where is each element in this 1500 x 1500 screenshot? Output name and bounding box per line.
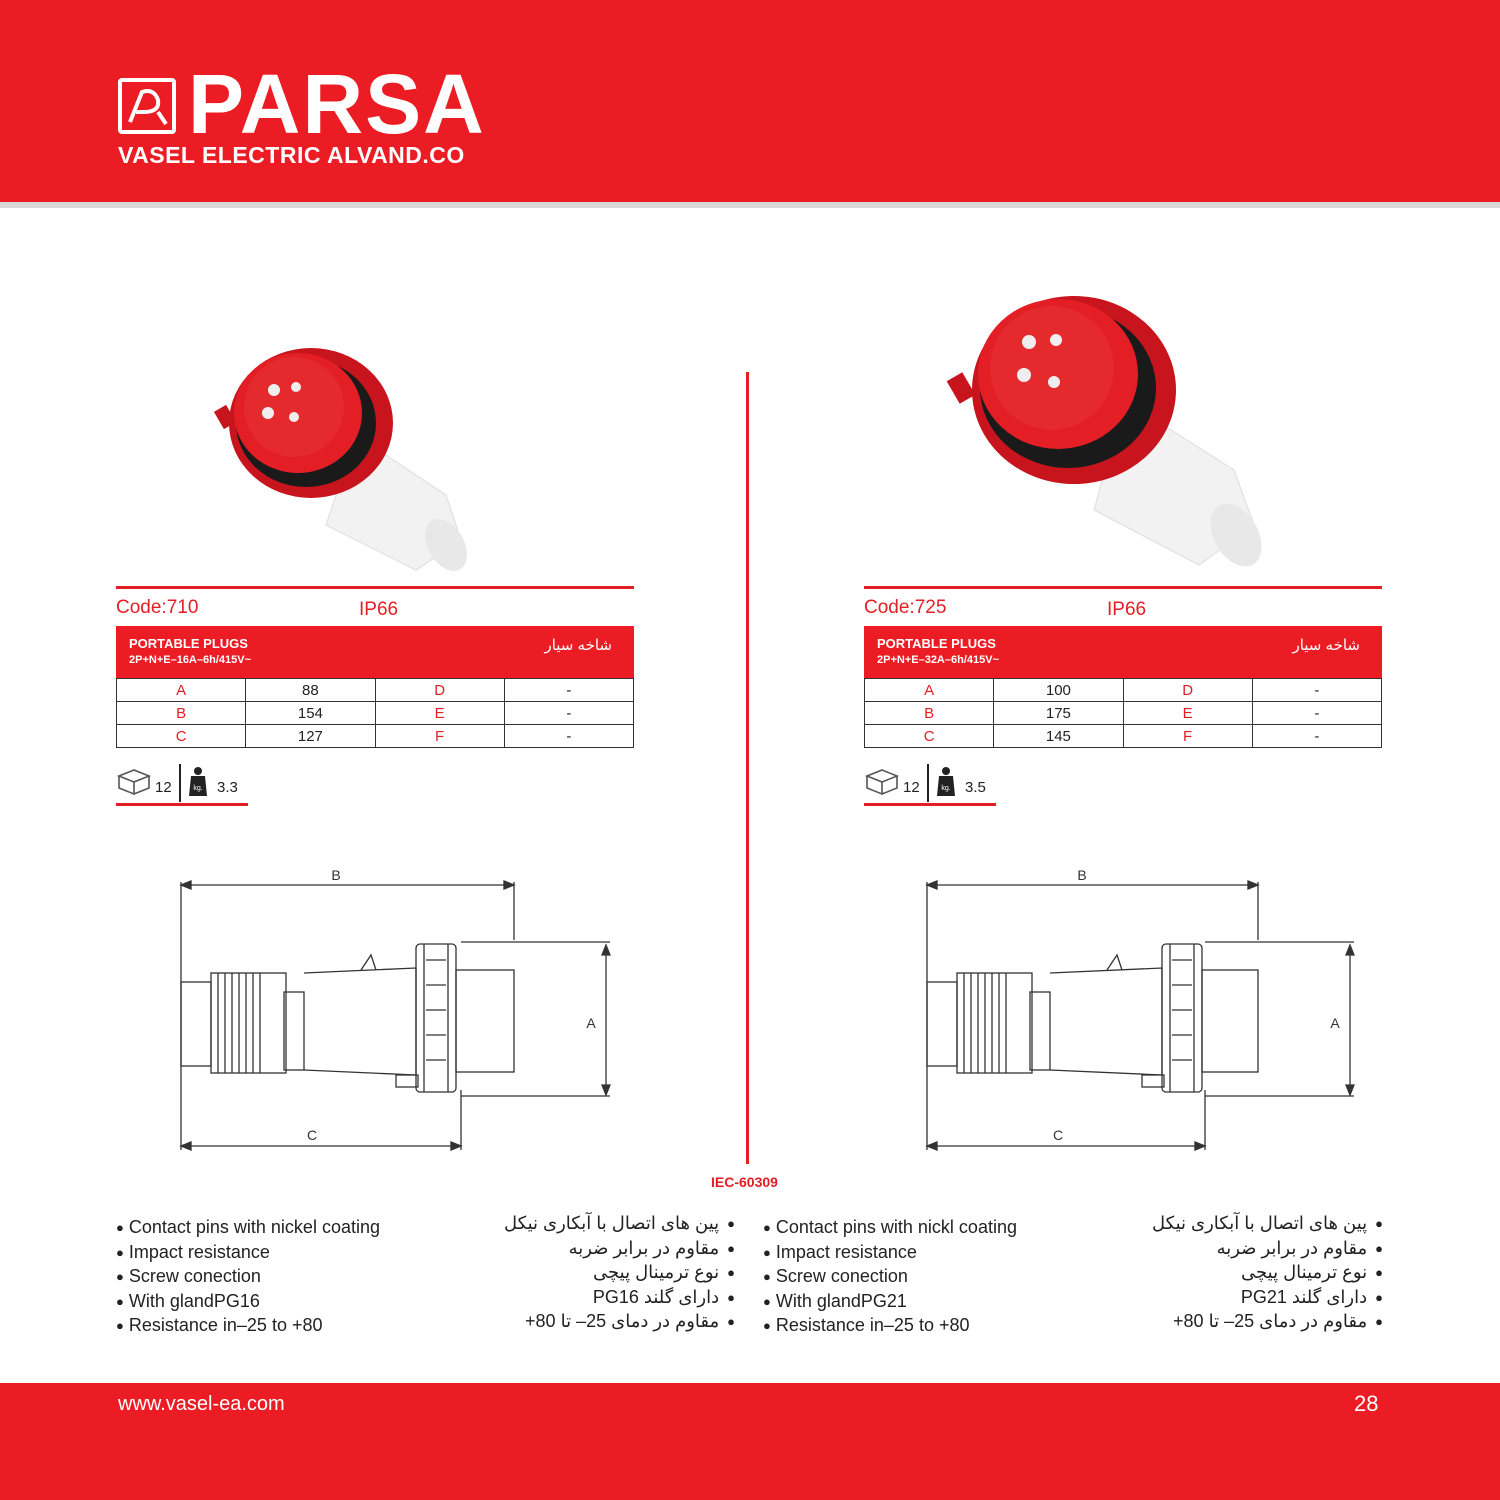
dimension-table bbox=[116, 678, 634, 748]
dim-key: B bbox=[865, 702, 994, 725]
dim-value: 145 bbox=[994, 725, 1123, 748]
pack-quantity: 12 bbox=[155, 779, 172, 796]
list-item: ● مقاوم در برابر ضربه bbox=[1078, 1237, 1383, 1262]
plug-photo-icon bbox=[206, 345, 476, 575]
technical-drawing bbox=[922, 860, 1382, 1160]
list-item: ● With glandPG16 bbox=[116, 1290, 380, 1315]
list-item: ● Resistance in–25 to +80 bbox=[116, 1314, 380, 1339]
dim-value: 88 bbox=[246, 679, 375, 702]
table-row bbox=[117, 702, 634, 725]
table-row bbox=[865, 702, 1382, 725]
dim-label-b: B bbox=[1077, 867, 1087, 883]
packaging-info bbox=[864, 764, 994, 804]
list-item: ● نوع ترمینال پیچی bbox=[430, 1261, 735, 1286]
plug-photo-icon bbox=[944, 290, 1274, 575]
section-rule bbox=[864, 586, 1382, 589]
dim-label-b: B bbox=[331, 867, 341, 883]
pack-rule bbox=[116, 803, 248, 806]
product-title-bar bbox=[864, 626, 1382, 678]
weight-unit: kg. bbox=[941, 785, 951, 792]
dimension-table bbox=[864, 678, 1382, 748]
weight-icon bbox=[936, 766, 956, 798]
technical-drawing bbox=[176, 860, 636, 1160]
dim-key: A bbox=[865, 679, 994, 702]
standard-label: IEC-60309 bbox=[711, 1174, 778, 1190]
list-item: ● Resistance in–25 to +80 bbox=[763, 1314, 1017, 1339]
dim-key: B bbox=[117, 702, 246, 725]
weight-unit: kg. bbox=[193, 785, 203, 792]
center-divider bbox=[746, 372, 749, 1164]
dim-value: - bbox=[504, 725, 633, 748]
list-item: ● مقاوم در دمای 25– تا 80+ bbox=[1078, 1310, 1383, 1335]
list-item: ● With glandPG21 bbox=[763, 1290, 1017, 1315]
table-row bbox=[117, 679, 634, 702]
dim-key: C bbox=[117, 725, 246, 748]
dim-value: - bbox=[504, 679, 633, 702]
dim-label-c: C bbox=[1052, 1127, 1064, 1143]
dim-key: A bbox=[117, 679, 246, 702]
dim-value: - bbox=[504, 702, 633, 725]
dim-key: F bbox=[1123, 725, 1252, 748]
features-en-725 bbox=[763, 1216, 1017, 1339]
product-code: Code:710 bbox=[116, 597, 199, 618]
packaging-info bbox=[116, 764, 246, 804]
list-item: ● پین های اتصال با آبکاری نیکل bbox=[1078, 1212, 1383, 1237]
dim-key: C bbox=[865, 725, 994, 748]
page-number: 28 bbox=[1354, 1391, 1379, 1416]
features-en-710 bbox=[116, 1216, 380, 1339]
pack-rule bbox=[864, 803, 996, 806]
table-row bbox=[117, 725, 634, 748]
dim-value: 100 bbox=[994, 679, 1123, 702]
list-item: ● پین های اتصال با آبکاری نیکل bbox=[430, 1212, 735, 1237]
list-item: ● نوع ترمینال پیچی bbox=[1078, 1261, 1383, 1286]
list-item: ● Screw conection bbox=[116, 1265, 380, 1290]
dim-key: E bbox=[1123, 702, 1252, 725]
product-title-bar bbox=[116, 626, 634, 678]
pack-separator bbox=[179, 764, 181, 802]
product-spec: 2P+N+E–32A–6h/415V~ bbox=[877, 654, 1000, 666]
dim-value: - bbox=[1252, 702, 1381, 725]
list-item: ● دارای گلند PG21 bbox=[1078, 1286, 1383, 1311]
dim-value: - bbox=[1252, 725, 1381, 748]
dim-value: 127 bbox=[246, 725, 375, 748]
dim-label-a: A bbox=[586, 1015, 596, 1031]
weight-value: 3.5 bbox=[965, 779, 986, 796]
list-item: ● Impact resistance bbox=[116, 1241, 380, 1266]
ip-rating: IP66 bbox=[1107, 599, 1147, 620]
ip-rating: IP66 bbox=[359, 599, 399, 620]
box-icon bbox=[864, 766, 900, 796]
weight-value: 3.3 bbox=[217, 779, 238, 796]
list-item: ● Contact pins with nickel coating bbox=[116, 1216, 380, 1241]
brand-name: PARSA bbox=[188, 57, 486, 151]
table-row bbox=[865, 679, 1382, 702]
dim-key: D bbox=[1123, 679, 1252, 702]
pack-quantity: 12 bbox=[903, 779, 920, 796]
dim-value: - bbox=[1252, 679, 1381, 702]
dim-value: 175 bbox=[994, 702, 1123, 725]
list-item: ● دارای گلند PG16 bbox=[430, 1286, 735, 1311]
dim-label-a: A bbox=[1330, 1015, 1340, 1031]
brand-subtitle: VASEL ELECTRIC ALVAND.CO bbox=[118, 142, 465, 168]
product-type: PORTABLE PLUGS bbox=[129, 636, 248, 651]
list-item: ● مقاوم در دمای 25– تا 80+ bbox=[430, 1310, 735, 1335]
dim-key: E bbox=[375, 702, 504, 725]
pack-separator bbox=[927, 764, 929, 802]
product-spec: 2P+N+E–16A–6h/415V~ bbox=[129, 654, 252, 666]
product-type-fa: شاخه سیار bbox=[1292, 637, 1360, 654]
product-code: Code:725 bbox=[864, 597, 947, 618]
list-item: ● Screw conection bbox=[763, 1265, 1017, 1290]
features-fa-725 bbox=[1078, 1212, 1383, 1335]
section-rule bbox=[116, 586, 634, 589]
dim-key: D bbox=[375, 679, 504, 702]
website-link[interactable]: www.vasel-ea.com bbox=[118, 1393, 285, 1415]
weight-icon bbox=[188, 766, 208, 798]
features-fa-710 bbox=[430, 1212, 735, 1335]
dim-value: 154 bbox=[246, 702, 375, 725]
footer-banner bbox=[0, 1383, 1500, 1500]
table-row bbox=[865, 725, 1382, 748]
product-type-fa: شاخه سیار bbox=[544, 637, 612, 654]
box-icon bbox=[116, 766, 152, 796]
product-type: PORTABLE PLUGS bbox=[877, 636, 996, 651]
list-item: ● Contact pins with nickl coating bbox=[763, 1216, 1017, 1241]
dim-label-c: C bbox=[306, 1127, 318, 1143]
list-item: ● Impact resistance bbox=[763, 1241, 1017, 1266]
list-item: ● مقاوم در برابر ضربه bbox=[430, 1237, 735, 1262]
dim-key: F bbox=[375, 725, 504, 748]
